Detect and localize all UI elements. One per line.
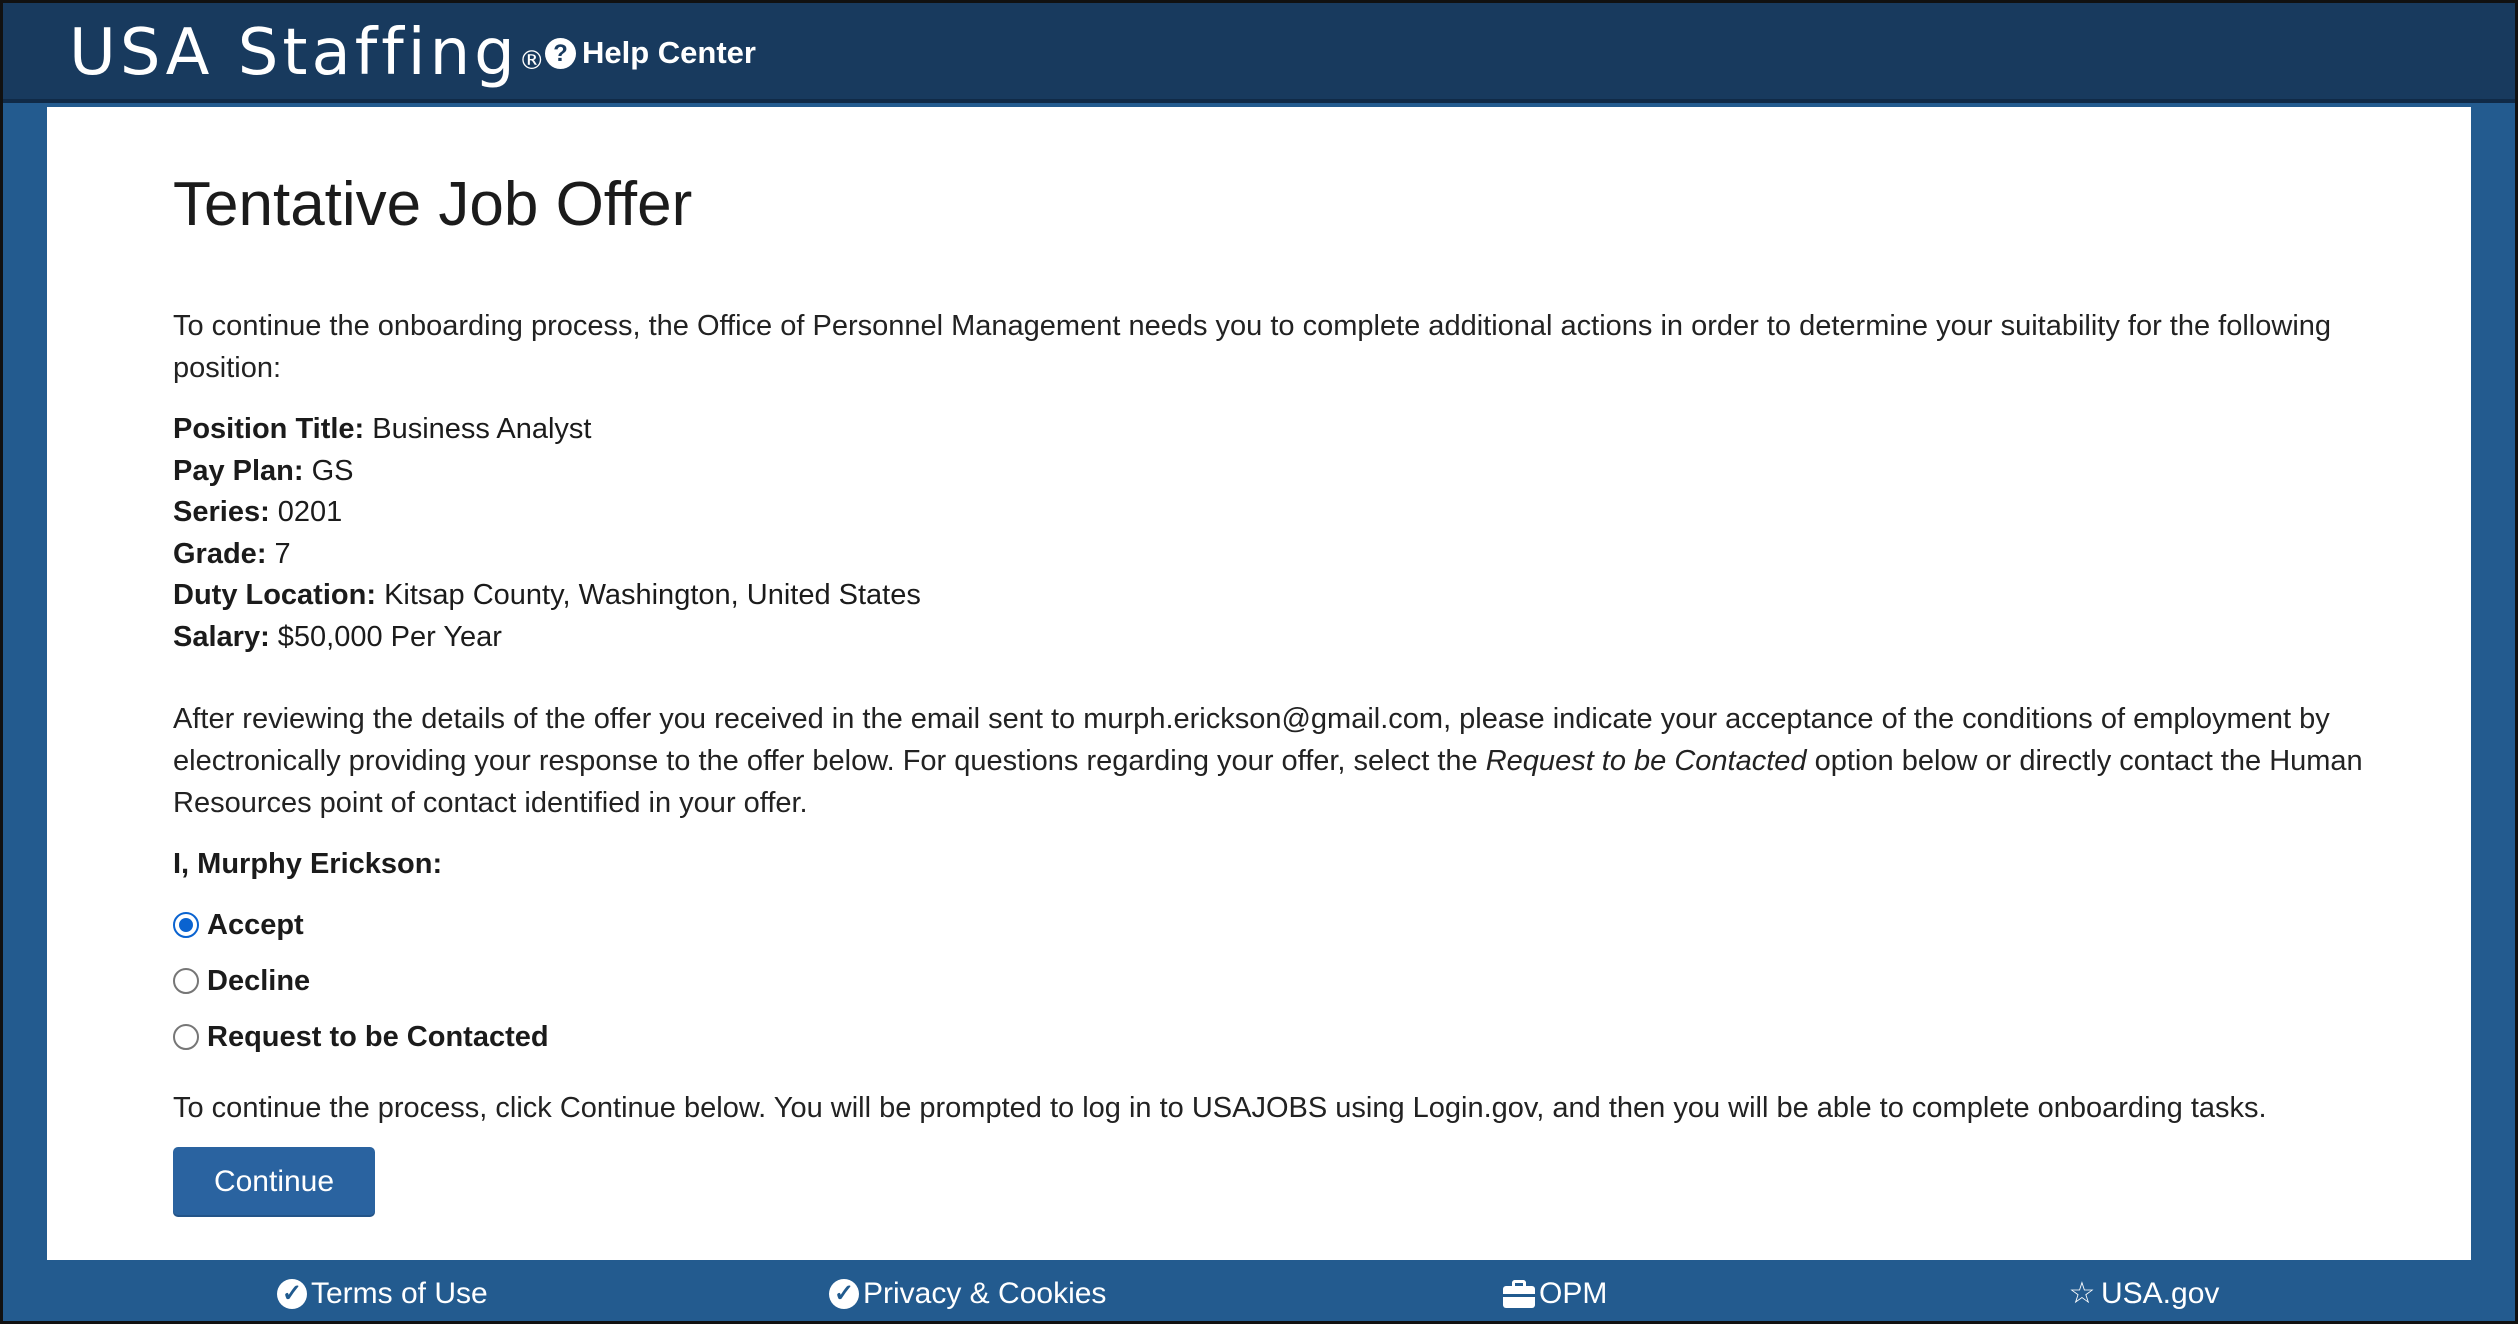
detail-label: Position Title: bbox=[173, 413, 365, 445]
detail-value: $50,000 Per Year bbox=[277, 620, 502, 653]
detail-value: GS bbox=[311, 454, 354, 487]
briefcase-icon bbox=[1503, 1280, 1535, 1308]
continue-instructions: To continue the process, click Continue below. You will be prompted to log in to USAJOBS using Login.gov, and then you will be able to complete onboarding tasks. bbox=[173, 1092, 2267, 1124]
option-request-contact[interactable] bbox=[173, 1009, 2403, 1065]
detail-label: Grade: bbox=[173, 537, 267, 570]
footer-bar bbox=[3, 1260, 2515, 1324]
detail-label: Salary: bbox=[173, 620, 270, 653]
star-icon: ☆ bbox=[2068, 1277, 2096, 1310]
page-title: Tentative Job Offer bbox=[173, 170, 693, 239]
review-text-start: After reviewing the details of the offer you received in the email sent to murph.erickson@gmail.com, please indicate your acceptance of the conditions of employment by electronically providing your response to the offer below. For questions regarding your offer, select the bbox=[173, 703, 2330, 777]
main-content-card bbox=[47, 107, 2471, 1260]
top-navigation-bar bbox=[3, 3, 2515, 103]
accept-radio[interactable] bbox=[173, 912, 199, 938]
option-decline[interactable] bbox=[173, 953, 2403, 1009]
detail-pay-plan bbox=[173, 451, 2403, 493]
registered-mark: ® bbox=[518, 46, 545, 76]
detail-salary bbox=[173, 617, 2403, 659]
detail-duty-location bbox=[173, 575, 2403, 617]
detail-label: Pay Plan: bbox=[173, 454, 304, 487]
footer-terms-link[interactable] bbox=[277, 1274, 488, 1314]
help-center-label: Help Center bbox=[582, 35, 756, 70]
response-radio-group bbox=[173, 897, 2403, 1065]
help-center-link[interactable] bbox=[545, 33, 756, 73]
detail-label: Series: bbox=[173, 496, 270, 528]
signer-label: I, Murphy Erickson: bbox=[173, 848, 443, 880]
request-contact-label[interactable]: Request to be Contacted bbox=[207, 1021, 549, 1053]
footer-privacy-link[interactable] bbox=[829, 1274, 1106, 1314]
option-accept[interactable] bbox=[173, 897, 2403, 953]
footer-usagov-link[interactable] bbox=[2067, 1274, 2219, 1314]
offer-content bbox=[173, 165, 2403, 1217]
footer-link-label: Privacy & Cookies bbox=[863, 1277, 1107, 1310]
accept-label[interactable]: Accept bbox=[207, 909, 304, 941]
intro-paragraph: To continue the onboarding process, the Office of Personnel Management needs you to complete additional actions in order to determine your suitability for the following position: bbox=[173, 310, 2332, 384]
detail-label: Duty Location: bbox=[173, 579, 376, 611]
review-text-end: option below or directly contact the Human Resources point of contact identified in your offer. bbox=[173, 745, 2363, 819]
detail-value: Kitsap County, Washington, United States bbox=[384, 579, 921, 611]
footer-link-label: USA.gov bbox=[2101, 1277, 2220, 1310]
usa-staffing-logo[interactable] bbox=[69, 11, 545, 95]
footer-opm-link[interactable] bbox=[1503, 1274, 1607, 1314]
continue-button[interactable]: Continue bbox=[173, 1147, 375, 1217]
check-circle-icon: ✓ bbox=[277, 1279, 307, 1309]
position-details bbox=[173, 409, 2403, 658]
footer-link-label: Terms of Use bbox=[311, 1277, 488, 1310]
review-instructions bbox=[173, 698, 2403, 824]
footer-link-label: OPM bbox=[1539, 1277, 1608, 1310]
detail-series bbox=[173, 492, 2403, 534]
detail-grade bbox=[173, 534, 2403, 576]
request-contact-radio[interactable] bbox=[173, 1024, 199, 1050]
logo-text: USA Staffing bbox=[69, 16, 519, 90]
detail-position-title bbox=[173, 409, 2403, 451]
check-circle-icon: ✓ bbox=[829, 1279, 859, 1309]
detail-value: Business Analyst bbox=[372, 413, 592, 445]
decline-radio[interactable] bbox=[173, 968, 199, 994]
detail-value: 7 bbox=[274, 537, 291, 570]
detail-value: 0201 bbox=[277, 496, 343, 528]
question-circle-icon: ? bbox=[545, 38, 576, 69]
decline-label[interactable]: Decline bbox=[207, 965, 311, 997]
review-emphasis: Request to be Contacted bbox=[1485, 745, 1807, 777]
